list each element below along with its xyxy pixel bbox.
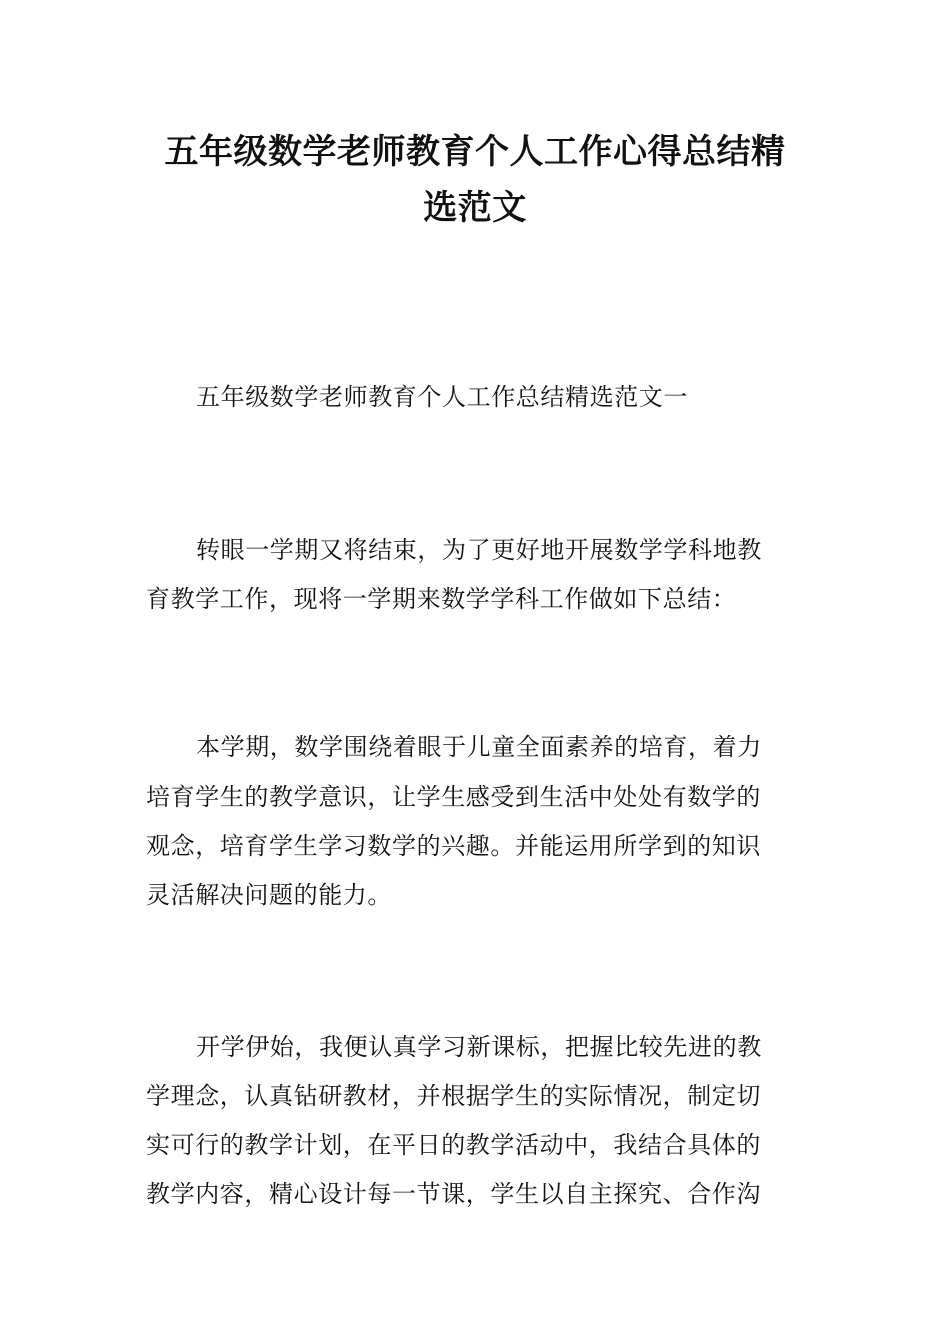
paragraph-3-line-2: 学理念，认真钻研教材，并根据学生的实际情况，制定切: [146, 1082, 761, 1110]
document-title: [140, 124, 810, 236]
paragraph-1-line-1: 转眼一学期又将结束，为了更好地开展数学学科地教: [196, 536, 762, 564]
paragraph-2-line-4: 灵活解决问题的能力。: [146, 881, 392, 909]
paragraph-2-line-3: 观念，培育学生学习数学的兴趣。并能运用所学到的知识: [146, 832, 761, 860]
paragraph-2-line-2: 培育学生的教学意识，让学生感受到生活中处处有数学的: [146, 783, 761, 811]
section-heading: 五年级数学老师教育个人工作总结精选范文一: [196, 383, 688, 411]
paragraph-3-line-3: 实可行的教学计划，在平日的教学活动中，我结合具体的: [146, 1131, 761, 1159]
title-line-1: 五年级数学老师教育个人工作心得总结精: [164, 132, 786, 172]
paragraph-2-line-1: 本学期，数学围绕着眼于儿童全面素养的培育，着力: [196, 733, 762, 761]
paragraph-3-line-1: 开学伊始，我便认真学习新课标，把握比较先进的教: [196, 1033, 762, 1061]
paragraph-1-line-2: 育教学工作，现将一学期来数学学科工作做如下总结：: [146, 585, 737, 613]
paragraph-3-line-4: 教学内容，精心设计每一节课，学生以自主探究、合作沟: [146, 1180, 761, 1208]
title-line-2: 选范文: [423, 188, 527, 228]
